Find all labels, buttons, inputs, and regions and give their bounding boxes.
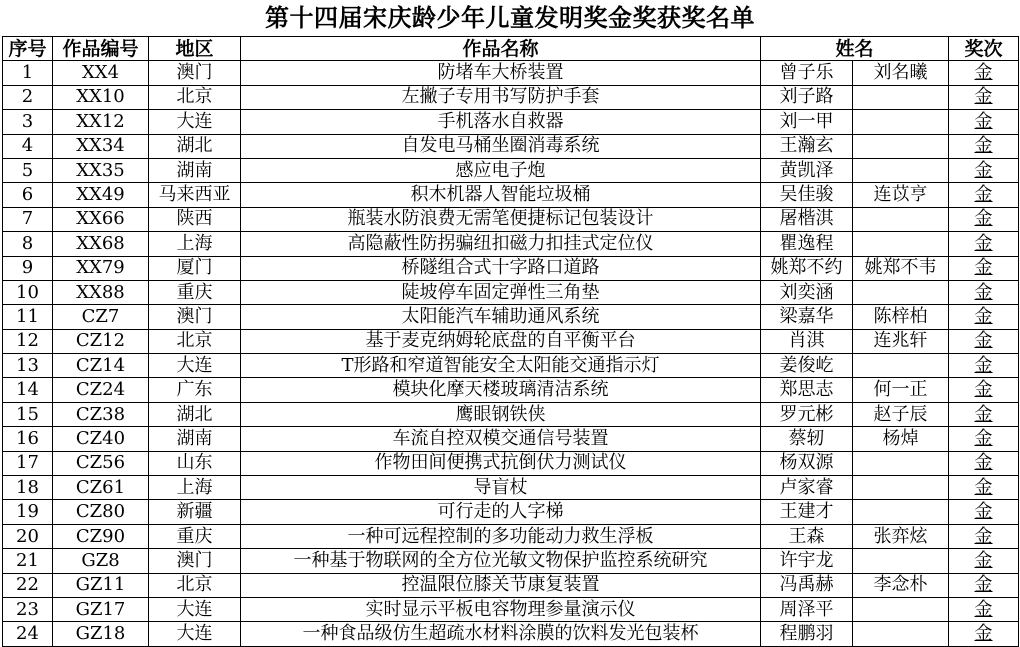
cell-name-1: 罗元彬 <box>761 402 853 426</box>
header-names: 姓名 <box>761 37 949 61</box>
cell-work: 可行走的人字梯 <box>241 500 761 524</box>
table-row <box>3 451 1019 475</box>
cell-code: XX79 <box>53 256 149 280</box>
cell-name-2 <box>853 207 949 231</box>
cell-name-2 <box>853 85 949 109</box>
cell-code: XX10 <box>53 85 149 109</box>
cell-award: 金 <box>949 622 1019 646</box>
cell-work: 鹰眼钢铁侠 <box>241 402 761 426</box>
cell-name-1: 刘子路 <box>761 85 853 109</box>
cell-code: CZ14 <box>53 354 149 378</box>
cell-region: 大连 <box>149 622 241 646</box>
cell-name-1: 卢家睿 <box>761 476 853 500</box>
cell-seq: 3 <box>3 110 53 134</box>
cell-name-2: 陈梓柏 <box>853 305 949 329</box>
cell-name-1: 屠楷淇 <box>761 207 853 231</box>
table-row <box>3 622 1019 646</box>
cell-seq: 21 <box>3 549 53 573</box>
award-table <box>2 36 1019 647</box>
table-row <box>3 61 1019 85</box>
table-row <box>3 427 1019 451</box>
table-row <box>3 378 1019 402</box>
cell-seq: 18 <box>3 476 53 500</box>
cell-work: 感应电子炮 <box>241 158 761 182</box>
cell-award: 金 <box>949 110 1019 134</box>
table-row <box>3 354 1019 378</box>
header-award: 奖次 <box>949 37 1019 61</box>
cell-work: 作物田间便携式抗倒伏力测试仪 <box>241 451 761 475</box>
cell-name-1: 黄凯泽 <box>761 158 853 182</box>
cell-name-2: 连苡亨 <box>853 183 949 207</box>
cell-work: T形路和窄道智能安全太阳能交通指示灯 <box>241 354 761 378</box>
page-title: 第十四届宋庆龄少年儿童发明奖金奖获奖名单 <box>265 4 755 32</box>
cell-award: 金 <box>949 207 1019 231</box>
cell-region: 湖南 <box>149 427 241 451</box>
cell-seq: 1 <box>3 61 53 85</box>
cell-work: 防堵车大桥装置 <box>241 61 761 85</box>
cell-work: 实时显示平板电容物理参量演示仪 <box>241 597 761 621</box>
cell-code: XX88 <box>53 280 149 304</box>
cell-seq: 6 <box>3 183 53 207</box>
header-work: 作品名称 <box>241 37 761 61</box>
cell-region: 澳门 <box>149 549 241 573</box>
cell-name-1: 肖淇 <box>761 329 853 353</box>
cell-code: CZ40 <box>53 427 149 451</box>
cell-name-2: 姚郑不韦 <box>853 256 949 280</box>
cell-award: 金 <box>949 451 1019 475</box>
cell-award: 金 <box>949 158 1019 182</box>
cell-region: 重庆 <box>149 280 241 304</box>
cell-seq: 11 <box>3 305 53 329</box>
cell-name-1: 刘一甲 <box>761 110 853 134</box>
cell-seq: 9 <box>3 256 53 280</box>
cell-award: 金 <box>949 134 1019 158</box>
cell-award: 金 <box>949 402 1019 426</box>
cell-seq: 19 <box>3 500 53 524</box>
cell-code: CZ56 <box>53 451 149 475</box>
cell-code: XX34 <box>53 134 149 158</box>
header-seq: 序号 <box>3 37 53 61</box>
cell-name-1: 姜俊屹 <box>761 354 853 378</box>
cell-work: 高隐蔽性防拐骗纽扣磁力扣挂式定位仪 <box>241 232 761 256</box>
cell-region: 澳门 <box>149 61 241 85</box>
cell-region: 上海 <box>149 232 241 256</box>
cell-award: 金 <box>949 427 1019 451</box>
cell-region: 北京 <box>149 573 241 597</box>
cell-code: GZ18 <box>53 622 149 646</box>
cell-award: 金 <box>949 85 1019 109</box>
cell-name-2 <box>853 354 949 378</box>
cell-region: 澳门 <box>149 305 241 329</box>
cell-region: 马来西亚 <box>149 183 241 207</box>
cell-award: 金 <box>949 500 1019 524</box>
cell-award: 金 <box>949 524 1019 548</box>
table-row <box>3 232 1019 256</box>
cell-seq: 12 <box>3 329 53 353</box>
cell-name-1: 周泽平 <box>761 597 853 621</box>
cell-name-2 <box>853 280 949 304</box>
cell-code: XX35 <box>53 158 149 182</box>
cell-code: GZ8 <box>53 549 149 573</box>
cell-award: 金 <box>949 378 1019 402</box>
cell-name-2 <box>853 232 949 256</box>
table-row <box>3 207 1019 231</box>
cell-seq: 10 <box>3 280 53 304</box>
cell-seq: 4 <box>3 134 53 158</box>
cell-name-2 <box>853 549 949 573</box>
table-row <box>3 85 1019 109</box>
cell-seq: 16 <box>3 427 53 451</box>
cell-seq: 5 <box>3 158 53 182</box>
cell-award: 金 <box>949 597 1019 621</box>
cell-award: 金 <box>949 183 1019 207</box>
cell-region: 陕西 <box>149 207 241 231</box>
cell-name-1: 姚郑不约 <box>761 256 853 280</box>
cell-work: 一种基于物联网的全方位光敏文物保护监控系统研究 <box>241 549 761 573</box>
cell-work: 自发电马桶坐圈消毒系统 <box>241 134 761 158</box>
cell-code: CZ80 <box>53 500 149 524</box>
cell-name-2 <box>853 622 949 646</box>
cell-name-2 <box>853 476 949 500</box>
table-row <box>3 256 1019 280</box>
table-row <box>3 402 1019 426</box>
cell-name-1: 吴佳骏 <box>761 183 853 207</box>
header-row <box>3 37 1019 61</box>
cell-award: 金 <box>949 280 1019 304</box>
cell-name-2: 何一正 <box>853 378 949 402</box>
cell-award: 金 <box>949 61 1019 85</box>
table-row <box>3 524 1019 548</box>
cell-code: GZ11 <box>53 573 149 597</box>
cell-region: 新疆 <box>149 500 241 524</box>
cell-seq: 14 <box>3 378 53 402</box>
cell-code: CZ24 <box>53 378 149 402</box>
header-code: 作品编号 <box>53 37 149 61</box>
cell-name-1: 曾子乐 <box>761 61 853 85</box>
cell-work: 模块化摩天楼玻璃清洁系统 <box>241 378 761 402</box>
cell-award: 金 <box>949 256 1019 280</box>
cell-code: CZ61 <box>53 476 149 500</box>
cell-name-2: 杨焯 <box>853 427 949 451</box>
table-row <box>3 500 1019 524</box>
cell-award: 金 <box>949 354 1019 378</box>
header-region: 地区 <box>149 37 241 61</box>
cell-seq: 2 <box>3 85 53 109</box>
cell-work: 积木机器人智能垃圾桶 <box>241 183 761 207</box>
cell-work: 太阳能汽车辅助通风系统 <box>241 305 761 329</box>
cell-code: CZ12 <box>53 329 149 353</box>
cell-seq: 24 <box>3 622 53 646</box>
cell-name-1: 冯禹赫 <box>761 573 853 597</box>
cell-name-1: 程鹏羽 <box>761 622 853 646</box>
cell-work: 导盲杖 <box>241 476 761 500</box>
cell-work: 手机落水自救器 <box>241 110 761 134</box>
cell-seq: 22 <box>3 573 53 597</box>
cell-name-1: 王建才 <box>761 500 853 524</box>
cell-code: CZ38 <box>53 402 149 426</box>
table-row <box>3 134 1019 158</box>
cell-region: 大连 <box>149 597 241 621</box>
cell-work: 陡坡停车固定弹性三角垫 <box>241 280 761 304</box>
cell-code: XX12 <box>53 110 149 134</box>
cell-name-1: 王森 <box>761 524 853 548</box>
cell-work: 左撇子专用书写防护手套 <box>241 85 761 109</box>
cell-work: 车流自控双模交通信号装置 <box>241 427 761 451</box>
cell-award: 金 <box>949 476 1019 500</box>
cell-region: 湖北 <box>149 134 241 158</box>
cell-seq: 13 <box>3 354 53 378</box>
cell-name-2 <box>853 110 949 134</box>
cell-name-2 <box>853 597 949 621</box>
cell-seq: 20 <box>3 524 53 548</box>
cell-region: 北京 <box>149 329 241 353</box>
cell-name-2 <box>853 500 949 524</box>
cell-award: 金 <box>949 305 1019 329</box>
cell-name-2 <box>853 158 949 182</box>
cell-region: 重庆 <box>149 524 241 548</box>
cell-seq: 17 <box>3 451 53 475</box>
cell-code: XX68 <box>53 232 149 256</box>
table-row <box>3 476 1019 500</box>
table-row <box>3 597 1019 621</box>
cell-name-1: 蔡轫 <box>761 427 853 451</box>
cell-code: CZ90 <box>53 524 149 548</box>
cell-name-1: 许宇龙 <box>761 549 853 573</box>
cell-name-2: 张弈炫 <box>853 524 949 548</box>
cell-name-2 <box>853 134 949 158</box>
cell-code: CZ7 <box>53 305 149 329</box>
cell-name-1: 郑思志 <box>761 378 853 402</box>
cell-name-2: 赵子辰 <box>853 402 949 426</box>
cell-name-2: 刘名曦 <box>853 61 949 85</box>
cell-name-2: 连兆轩 <box>853 329 949 353</box>
cell-work: 一种食品级仿生超疏水材料涂膜的饮料发光包装杯 <box>241 622 761 646</box>
cell-seq: 7 <box>3 207 53 231</box>
cell-name-2: 李念朴 <box>853 573 949 597</box>
cell-region: 山东 <box>149 451 241 475</box>
cell-region: 上海 <box>149 476 241 500</box>
table-row <box>3 549 1019 573</box>
cell-code: XX49 <box>53 183 149 207</box>
cell-name-1: 王瀚玄 <box>761 134 853 158</box>
cell-region: 北京 <box>149 85 241 109</box>
cell-code: XX66 <box>53 207 149 231</box>
cell-region: 湖北 <box>149 402 241 426</box>
table-row <box>3 329 1019 353</box>
cell-seq: 15 <box>3 402 53 426</box>
cell-region: 广东 <box>149 378 241 402</box>
table-row <box>3 305 1019 329</box>
table-row <box>3 280 1019 304</box>
table-row <box>3 110 1019 134</box>
cell-name-1: 刘奕涵 <box>761 280 853 304</box>
cell-award: 金 <box>949 573 1019 597</box>
cell-region: 大连 <box>149 110 241 134</box>
table-row <box>3 158 1019 182</box>
cell-region: 厦门 <box>149 256 241 280</box>
cell-name-2 <box>853 451 949 475</box>
cell-award: 金 <box>949 232 1019 256</box>
cell-name-1: 梁嘉华 <box>761 305 853 329</box>
cell-work: 基于麦克纳姆轮底盘的自平衡平台 <box>241 329 761 353</box>
cell-code: GZ17 <box>53 597 149 621</box>
cell-award: 金 <box>949 329 1019 353</box>
table-row <box>3 573 1019 597</box>
cell-name-1: 杨双源 <box>761 451 853 475</box>
cell-region: 湖南 <box>149 158 241 182</box>
cell-work: 控温限位膝关节康复装置 <box>241 573 761 597</box>
cell-seq: 23 <box>3 597 53 621</box>
cell-code: XX4 <box>53 61 149 85</box>
cell-region: 大连 <box>149 354 241 378</box>
cell-work: 一种可远程控制的多功能动力救生浮板 <box>241 524 761 548</box>
cell-name-1: 瞿逸程 <box>761 232 853 256</box>
table-row <box>3 183 1019 207</box>
cell-seq: 8 <box>3 232 53 256</box>
cell-work: 瓶装水防浪费无需笔便捷标记包装设计 <box>241 207 761 231</box>
cell-award: 金 <box>949 549 1019 573</box>
cell-work: 桥隧组合式十字路口道路 <box>241 256 761 280</box>
